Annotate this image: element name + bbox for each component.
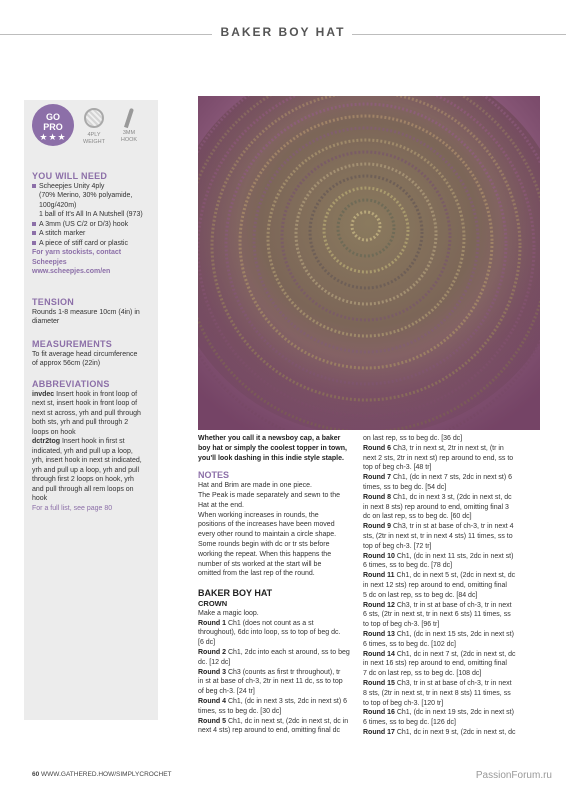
round-line: top of beg ch-3. [72 tr] (363, 542, 432, 550)
round-line: to top of beg ch-3. [120 tr] (363, 699, 444, 707)
round-line: next 4 sts) rep around to end, omitting final dc (198, 727, 341, 735)
round-line: Round 12 Ch3, tr in st at base of ch-3, tr in next (363, 601, 512, 609)
round-label: Round 9 (363, 523, 391, 531)
round-line: in next 16 sts) rep around to end, omitting final (363, 660, 507, 668)
round-label: Round 17 (363, 728, 395, 736)
pattern-column-1: Whether you call it a newsboy cap, a baker boy hat or simply the coolest topper in town, you'll look dashing in this indie style staple. NOTES Hat and Brim are made in one piece. The Peak is made separately and sewn to the Hat at the end. When working increases in rounds, the positions of the increases have been moved every other round to maintain a circle shape. Some rounds begin with dc or tr sts before working the repeat. When this happens the number of sts worked at the start will be omitted from the last rep of the round. BAKER BOY HAT CROWN Make a magic loop. Round 1 Ch1 (does not count as a st throughout), 6dc into loop, ss to top of beg dc. [6 dc] Round 2 Ch1, 2dc into each st around, ss to beg dc. [12 dc] Round 3 Ch3 (counts as first tr throughout), tr in st at base of ch-3, 2tr in next 11 dc, ss to top of beg ch-3. [24 tr] Round 4 Ch1, (dc in next 3 sts, 2dc in next st) 6 times, ss to beg dc. [30 dc] Round 5 Ch1, dc in next st, (2dc in next st, dc in next 4 sts) rep around to end, omitting final dc (198, 434, 356, 736)
round-line: Round 9 Ch3, tr in st at base of ch-3, tr in next 4 (363, 523, 514, 531)
stockists-brand: Scheepjes (32, 258, 67, 266)
round-line: in next 12 sts) rep around to end, omitting final (363, 581, 507, 589)
notes-heading: NOTES (198, 470, 230, 481)
round-line: 6 times, ss to beg dc. [78 dc] (363, 562, 453, 570)
round-label: Round 2 (198, 648, 226, 656)
skill-badges (32, 104, 152, 149)
round-line: to top of beg ch-3. [96 tr] (363, 621, 440, 629)
round-line: Round 10 Ch1, (dc in next 11 sts, 2dc in next st) (363, 552, 514, 560)
hat-photo (198, 96, 540, 430)
round-line: times, ss to beg dc. [54 dc] (363, 483, 447, 491)
round-label: Round 16 (363, 709, 395, 717)
tension-section: TENSION Rounds 1-8 measure 10cm (4in) in diameter (32, 298, 154, 327)
round-line: Round 13 Ch1, (dc in next 15 sts, 2dc in next st) (363, 630, 514, 638)
round-line: Round 4 Ch1, (dc in next 3 sts, 2dc in next st) 6 (198, 697, 347, 705)
round-line: Round 5 Ch1, dc in next st, (2dc in next st, dc in (198, 717, 349, 725)
round-line: 6 sts, (2tr in next st, tr in next 6 sts) 11 times, ss (363, 611, 511, 619)
you-will-need-section (32, 172, 154, 277)
list-item: A stitch marker (32, 229, 154, 239)
yarn-ball-icon (84, 108, 104, 128)
rounds-list-2 (363, 434, 527, 738)
abbr-term: dctr2tog (32, 438, 60, 445)
pattern-column-2 (363, 434, 527, 738)
round-label: Round 8 (363, 493, 391, 501)
crochet-hook-icon (124, 108, 134, 128)
page-number: 60 (32, 771, 40, 778)
round-line: dc. [12 dc] (198, 658, 231, 666)
measurements-section: MEASUREMENTS To fit average head circumference of approx 56cm (22in) (32, 340, 154, 369)
round-line: Round 15 Ch3, tr in st at base of ch-3, tr in next (363, 679, 512, 687)
measurements-heading: MEASUREMENTS (32, 339, 113, 349)
round-line: Round 14 Ch1, dc in next 7 st, (2dc in next st, dc (363, 650, 516, 658)
abbreviations-heading: ABBREVIATIONS (32, 379, 110, 389)
round-label: Round 10 (363, 552, 395, 560)
list-item-detail: (70% Merino, 30% polyamide, (39, 192, 133, 199)
footer-site-link[interactable]: WWW.GATHERED.HOW/SIMPLYCROCHET (39, 771, 172, 778)
list-item: A 3mm (US C/2 or D/3) hook (32, 220, 154, 230)
round-line: 5 dc on last rep, ss to beg dc. [84 dc] (363, 591, 478, 599)
round-line: Round 11 Ch1, dc in next 5 st, (2dc in next st, dc (363, 572, 516, 580)
round-label: Round 1 (198, 619, 226, 627)
list-item-detail: 1 ball of It's All In A Nutshell (973) (39, 211, 143, 218)
intro-text: Whether you call it a newsboy cap, a baker (198, 435, 341, 442)
round-line: Round 17 Ch1, dc in next 9 st, (2dc in next st, dc (363, 728, 516, 736)
round-label: Round 13 (363, 630, 395, 638)
round-label: Round 3 (198, 668, 226, 676)
round-line: Round 2 Ch1, 2dc into each st around, ss to beg (198, 648, 350, 656)
round-line: Round 3 Ch3 (counts as first tr throughout), tr (198, 668, 341, 676)
pattern-heading: BAKER BOY HAT (198, 588, 273, 599)
round-line: dc on last rep, ss to beg dc. [60 dc] (363, 513, 472, 521)
yarn-weight-badge: 4PLY WEIGHT (79, 108, 109, 146)
round-line: on last rep, ss to beg dc. [36 dc] (363, 435, 463, 442)
round-label: Round 12 (363, 601, 395, 609)
round-line: 6 times, ss to beg dc. [102 dc] (363, 640, 456, 648)
round-line: of beg ch-3. [24 tr] (198, 688, 255, 696)
round-line: 8 sts, (2tr in next st, tr in next 8 sts) 11 times, ss (363, 689, 511, 697)
round-line: top of beg ch-3. [48 tr] (363, 464, 432, 472)
round-line: Round 8 Ch1, dc in next 3 st, (2dc in next st, dc (363, 493, 512, 501)
go-pro-badge: GO PRO ★★★ (32, 104, 74, 146)
round-line: [6 dc] (198, 639, 216, 647)
crown-subheading: CROWN (198, 598, 228, 608)
round-line: times, ss to beg dc. [30 dc] (198, 707, 282, 715)
round-line: in st at base of ch-3, 2tr in next 11 dc, ss to top (198, 678, 343, 686)
list-item: Scheepjes Unity 4ply (32, 182, 154, 192)
watermark: PassionForum.ru (475, 770, 552, 781)
page-header (0, 22, 566, 46)
round-label: Round 15 (363, 679, 395, 687)
hat-photo-image (198, 96, 540, 430)
list-item-detail: 100g/420m) (39, 201, 77, 209)
round-line: Round 16 Ch1, (dc in next 19 sts, 2dc in next st) (363, 709, 514, 717)
round-label: Round 4 (198, 697, 226, 705)
round-label: Round 7 (363, 474, 391, 482)
stockists-link[interactable]: www.scheepjes.com/en (32, 268, 111, 275)
round-label: Round 11 (363, 572, 395, 580)
round-label: Round 6 (363, 444, 391, 452)
round-label: Round 5 (198, 717, 226, 725)
round-line: Round 1 Ch1 (does not count as a st (198, 619, 314, 627)
hook-size-badge: 3MM HOOK (114, 108, 144, 144)
page-footer (32, 771, 172, 778)
round-line: 6 times, ss to beg dc. [126 dc] (363, 719, 456, 727)
you-will-need-heading: YOU WILL NEED (32, 171, 108, 181)
round-line: 7 dc on last rep, ss to beg dc. [108 dc] (363, 670, 482, 678)
round-line: Round 7 Ch1, (dc in next 7 sts, 2dc in next st) 6 (363, 474, 512, 482)
rounds-list-1 (198, 619, 356, 737)
list-item: A piece of stiff card or plastic (32, 239, 154, 249)
tension-heading: TENSION (32, 297, 75, 307)
stockists-text: For yarn stockists, contact (32, 249, 122, 256)
round-line: sts, (2tr in next st, tr in next 4 sts) 11 times, ss to (363, 532, 513, 540)
page-title: BAKER BOY HAT (220, 25, 346, 39)
abbr-term: invdec (32, 390, 55, 398)
abbreviations-section: ABBREVIATIONS invdec Insert hook in front loop of next st, insert hook in front loop of next st across, yrh and pull through both sts, yrh and pull through 2 loops on hook dctr2tog Insert hook in first st indicated, yrh and pull up a loop, yrh, insert hook in next st indicated, yrh and pull up a loop, yrh and pull through first 2 loops on hook, yrh and pull through all rem loops on hook For a full list, see page 80 (32, 380, 154, 513)
header-rule-right (352, 34, 566, 35)
round-line: throughout), 6dc into loop, ss to top of beg dc. (198, 629, 341, 637)
round-line: Round 6 Ch3, tr in next st, 2tr in next st, (tr in (363, 444, 504, 452)
see-page-link[interactable]: For a full list, see page 80 (32, 504, 113, 512)
star-rating: ★★★ (39, 132, 67, 142)
round-label: Round 14 (363, 650, 395, 658)
round-line: in next 8 sts) rep around to end, omitting final 3 (363, 503, 509, 511)
round-line: next 2 sts, 2tr in next st) rep around to end, ss to (363, 454, 514, 462)
